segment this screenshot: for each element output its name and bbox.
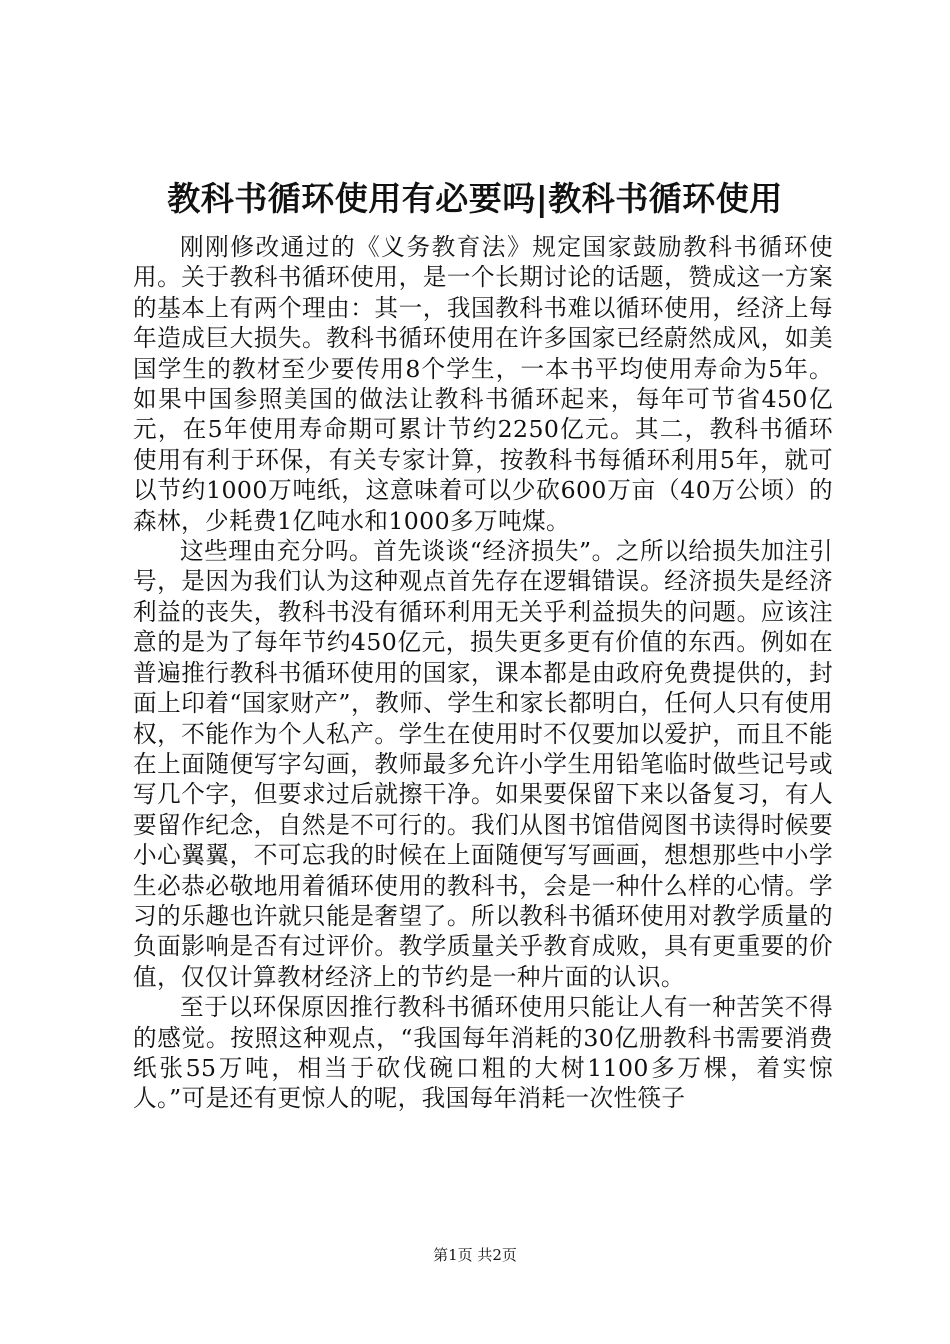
paragraph-3: 至于以环保原因推行教科书循环使用只能让人有一种苦笑不得的感觉。按照这种观点，“我国每年消耗的30亿册教科书需要消费纸张55万吨，相当于砍伐碗口粗的大树1100多万棵，着实惊人。”可是还有更惊人的呢，我国每年消耗一次性筷子 — [133, 993, 833, 1113]
document-title: 教科书循环使用有必要吗|教科书循环使用 — [167, 179, 783, 218]
paragraph-1: 刚刚修改通过的《义务教育法》规定国家鼓励教科书循环使用。关于教科书循环使用，是一个长期讨论的话题，赞成这一方案的基本上有两个理由：其一，我国教科书难以循环使用，经济上每年造成巨大损失。教科书循环使用在许多国家已经蔚然成风，如美国学生的教材至少要传用8个学生，一本书平均使用寿命为5年。如果中国参照美国的做法让教科书循环起来，每年可节省450亿元，在5年使用寿命期可累计节约2250亿元。其二，教科书循环使用有利于环保，有关专家计算，按教科书每循环利用5年，就可以节约1000万吨纸，这意味着可以少砍600万亩（40万公顷）的森林，少耗费1亿吨水和1000多万吨煤。 — [133, 233, 833, 535]
paragraph-2: 这些理由充分吗。首先谈谈“经济损失”。之所以给损失加注引号，是因为我们认为这种观点首先存在逻辑错误。经济损失是经济利益的丧失，教科书没有循环利用无关乎利益损失的问题。应该注意的是为了每年节约450亿元，损失更多更有价值的东西。例如在普遍推行教科书循环使用的国家，课本都是由政府免费提供的，封面上印着“国家财产”，教师、学生和家长都明白，任何人只有使用权，不能作为个人私产。学生在使用时不仅要加以爱护，而且不能在上面随便写字勾画，教师最多允许小学生用铅笔临时做些记号或写几个字，但要求过后就擦干净。如果要保留下来以备复习，有人要留作纪念，自然是不可行的。我们从图书馆借阅图书读得时候要小心翼翼，不可忘我的时候在上面随便写写画画，想想那些中小学生必恭必敬地用着循环使用的教科书，会是一种什么样的心情。学习的乐趣也许就只能是奢望了。所以教科书循环使用对教学质量的负面影响是否有过评价。教学质量关乎教育成败，具有更重要的价值，仅仅计算教材经济上的节约是一种片面的认识。 — [133, 537, 833, 991]
page-footer: 第1页 共2页 — [433, 1246, 517, 1264]
document-body — [133, 232, 833, 1114]
